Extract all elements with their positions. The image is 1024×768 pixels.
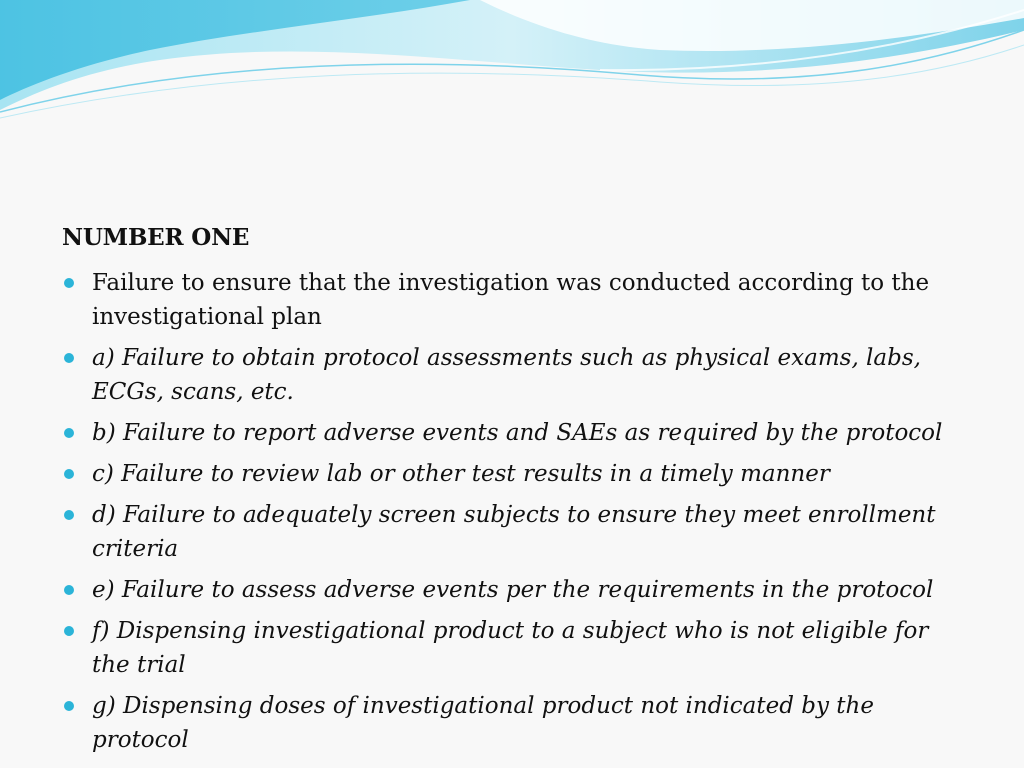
bullet-icon xyxy=(64,510,74,520)
bullet-text: f) Dispensing investigational product to a subject who is not eligible for the trial xyxy=(92,618,929,678)
bullet-icon xyxy=(64,428,74,438)
bullet-icon xyxy=(64,626,74,636)
bullet-icon xyxy=(64,701,74,711)
bullet-icon xyxy=(64,353,74,363)
bullet-text: e) Failure to assess adverse events per the requirements in the protocol xyxy=(92,577,934,603)
bullet-item xyxy=(62,457,972,491)
bullet-item xyxy=(62,416,972,450)
bullet-text: a) Failure to obtain protocol assessments such as physical exams, labs, ECGs, scans, etc. xyxy=(92,345,921,405)
bullet-text: b) Failure to report adverse events and SAEs as required by the protocol xyxy=(92,420,943,446)
bullet-item xyxy=(62,614,972,682)
bullet-item xyxy=(62,689,972,757)
bullet-item xyxy=(62,341,972,409)
bullet-icon xyxy=(64,469,74,479)
bullet-item xyxy=(62,498,972,566)
bullet-text: Failure to ensure that the investigation was conducted according to the investigational plan xyxy=(92,270,930,330)
bullet-item xyxy=(62,266,972,334)
bullet-text: d) Failure to adequately screen subjects to ensure they meet enrollment criteria xyxy=(92,502,936,562)
slide-heading: NUMBER ONE xyxy=(62,224,250,251)
bullet-item xyxy=(62,573,972,607)
bullet-text: g) Dispensing doses of investigational product not indicated by the protocol xyxy=(92,693,874,753)
slide-content xyxy=(62,222,972,764)
bullet-list xyxy=(62,266,972,757)
bullet-icon xyxy=(64,278,74,288)
header-wave-decoration xyxy=(0,0,1024,130)
bullet-text: c) Failure to review lab or other test results in a timely manner xyxy=(92,461,830,487)
bullet-icon xyxy=(64,585,74,595)
